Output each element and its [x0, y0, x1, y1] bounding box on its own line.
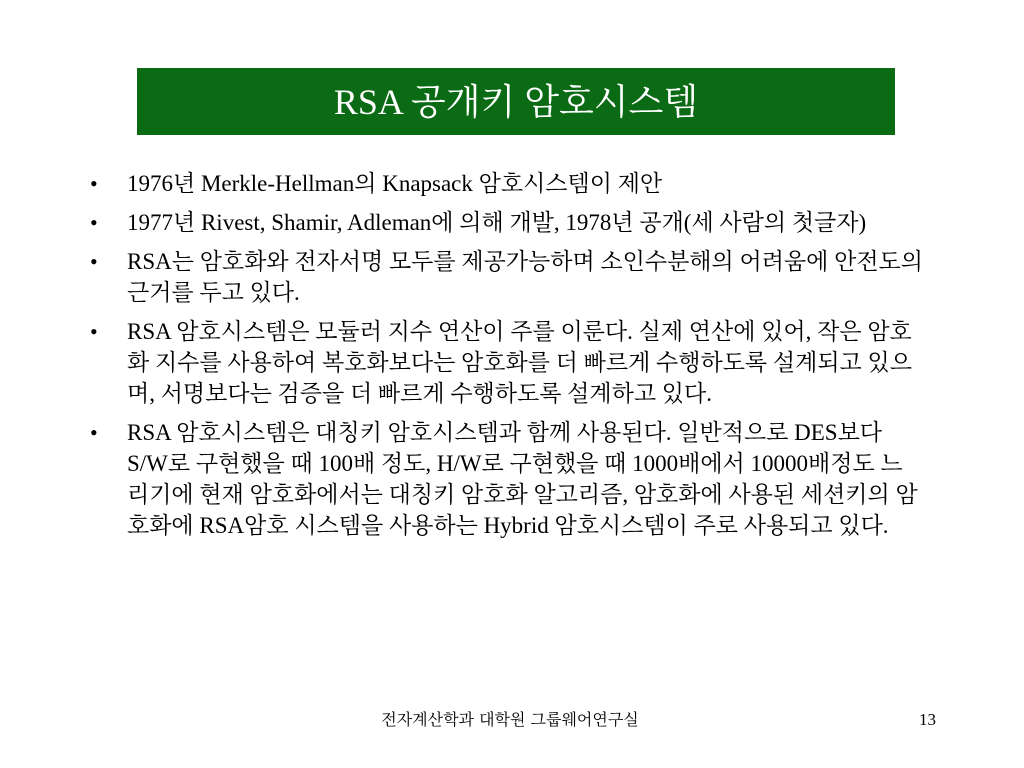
bullet-text: RSA 암호시스템은 대칭키 암호시스템과 함께 사용된다. 일반적으로 DES보다 S/W로 구현했을 때 100배 정도, H/W로 구현했을 때 1000배에서 10000배정도 느리기에 현재 암호화에서는 대칭키 암호화 알고리즘, 암호화에 사용된 세션키의 암호화에 RSA암호 시스템을 사용하는 Hybrid 암호시스템이 주로 사용되고 있다. — [127, 420, 918, 538]
bullet-text: RSA 암호시스템은 모듈러 지수 연산이 주를 이룬다. 실제 연산에 있어, 작은 암호화 지수를 사용하여 복호화보다는 암호화를 더 빠르게 수행하도록 설계되고 있으며, 서명보다는 검증을 더 빠르게 수행하도록 설계하고 있다. — [127, 319, 912, 406]
bullet-list — [90, 168, 940, 549]
slide-title: RSA 공개키 암호시스템 — [333, 81, 699, 122]
bullet-item-1 — [90, 168, 940, 199]
bullet-item-4 — [90, 316, 940, 409]
bullet-text: 1977년 Rivest, Shamir, Adleman에 의해 개발, 1978년 공개(세 사람의 첫글자) — [127, 210, 867, 235]
bullet-marker-icon: • — [90, 319, 98, 344]
footer-lab-name: 전자계산학과 대학원 그룹웨어연구실 — [381, 710, 639, 729]
bullet-marker-icon: • — [90, 210, 98, 235]
bullet-marker-icon: • — [90, 249, 98, 274]
bullet-marker-icon: • — [90, 420, 98, 445]
title-banner — [137, 68, 895, 135]
page-number: 13 — [919, 710, 936, 729]
bullet-text: 1976년 Merkle-Hellman의 Knapsack 암호시스템이 제안 — [127, 171, 663, 196]
bullet-item-3 — [90, 246, 940, 308]
bullet-marker-icon: • — [90, 171, 98, 196]
bullet-item-2 — [90, 207, 940, 238]
bullet-text: RSA는 암호화와 전자서명 모두를 제공가능하며 소인수분해의 어려움에 안전도의 근거를 두고 있다. — [127, 249, 923, 305]
bullet-item-5 — [90, 417, 940, 541]
